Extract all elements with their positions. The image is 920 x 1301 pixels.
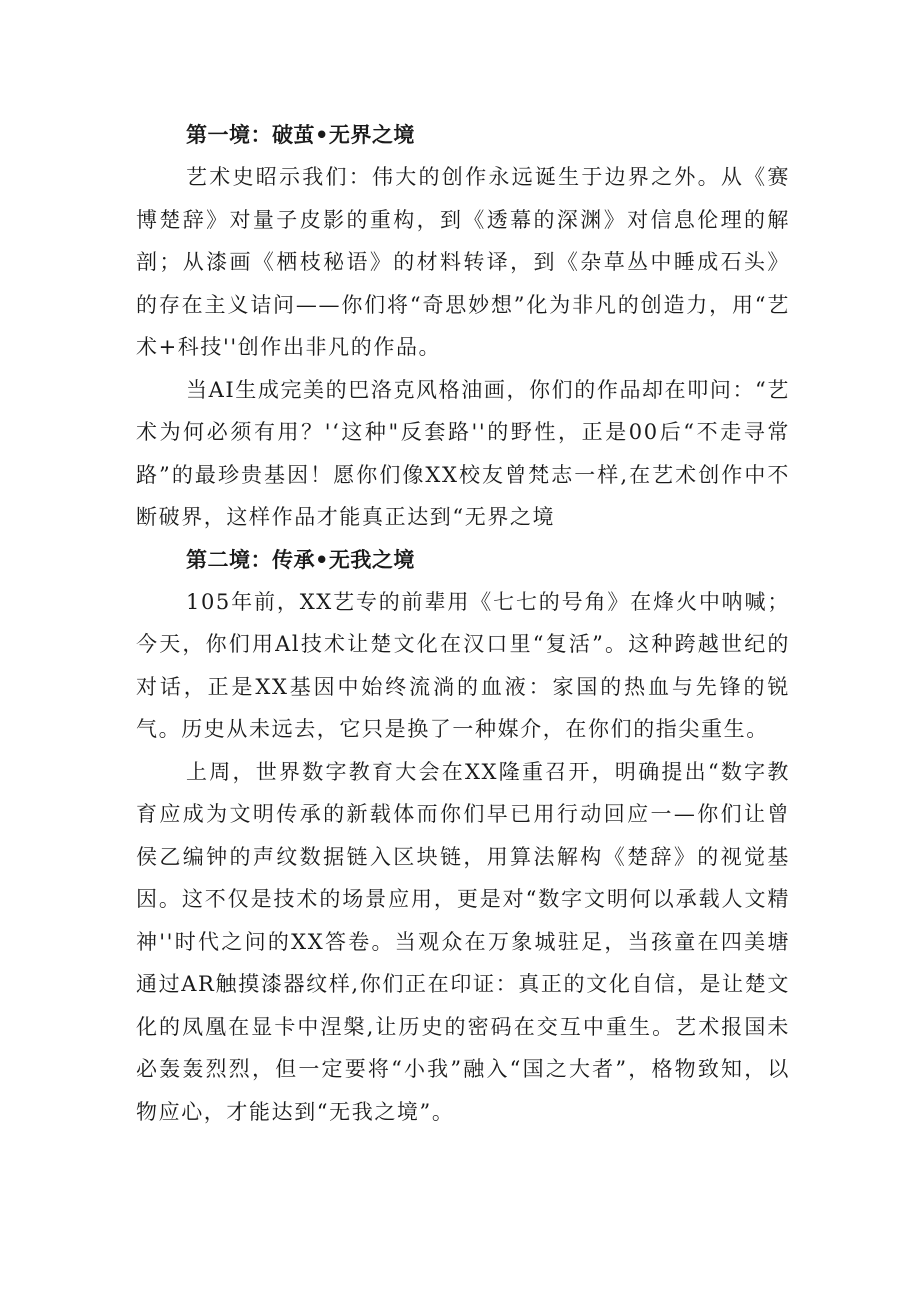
paragraph-1-2: 当AI生成完美的巴洛克风格油画，你们的作品却在叩问：“艺术为何必须有用？'‘这种"反套路''的野性，正是00后“不走寻常路”的最珍贵基因！愿你们像XX校友曾梵志一样,在艺术创作中不断破界，这样作品才能真正达到“无界之境 [136,377,790,529]
paragraph-2-1: 105年前，XX艺专的前辈用《七七的号角》在烽火中呐喊；今天，你们用Al技术让楚文化在汉口里“复活”。这种跨越世纪的对话，正是XX基因中始终流淌的血液：家国的热血与先锋的锐气。历史从未远去，它只是换了一种媒介，在你们的指尖重生。 [136,589,790,741]
section-heading-2: 第二境：传承•无我之境 [186,547,415,572]
paragraph-2-2: 上周，世界数字教育大会在XX隆重召开，明确提出“数字教育应成为文明传承的新载体而你们早已用行动回应一—你们让曾侯乙编钟的声纹数据链入区块链，用算法解构《楚辞》的视觉基因。这不仅是技术的场景应用，更是对“数字文明何以承载人文精神''时代之问的XX答卷。当观众在万象城驻足，当孩童在四美塘通过AR触摸漆器纹样,你们正在印证：真正的文化自信，是让楚文化的凤凰在显卡中涅槃,让历史的密码在交互中重生。艺术报国未必轰轰烈烈，但一定要将“小我”融入“国之大者”，格物致知，以物应心，才能达到“无我之境”。 [136,759,790,1124]
paragraph-1-1: 艺术史昭示我们：伟大的创作永远诞生于边界之外。从《赛博楚辞》对量子皮影的重构，到《透幕的深渊》对信息伦理的解剖；从漆画《栖枝秘语》的材料转译，到《杂草丛中睡成石头》的存在主义诘问——你们将“奇思妙想”化为非凡的创造力，用“艺术+科技''创作出非凡的作品。 [136,165,790,359]
document-body [136,114,790,1133]
section-heading-1: 第一境：破茧•无界之境 [186,123,415,147]
